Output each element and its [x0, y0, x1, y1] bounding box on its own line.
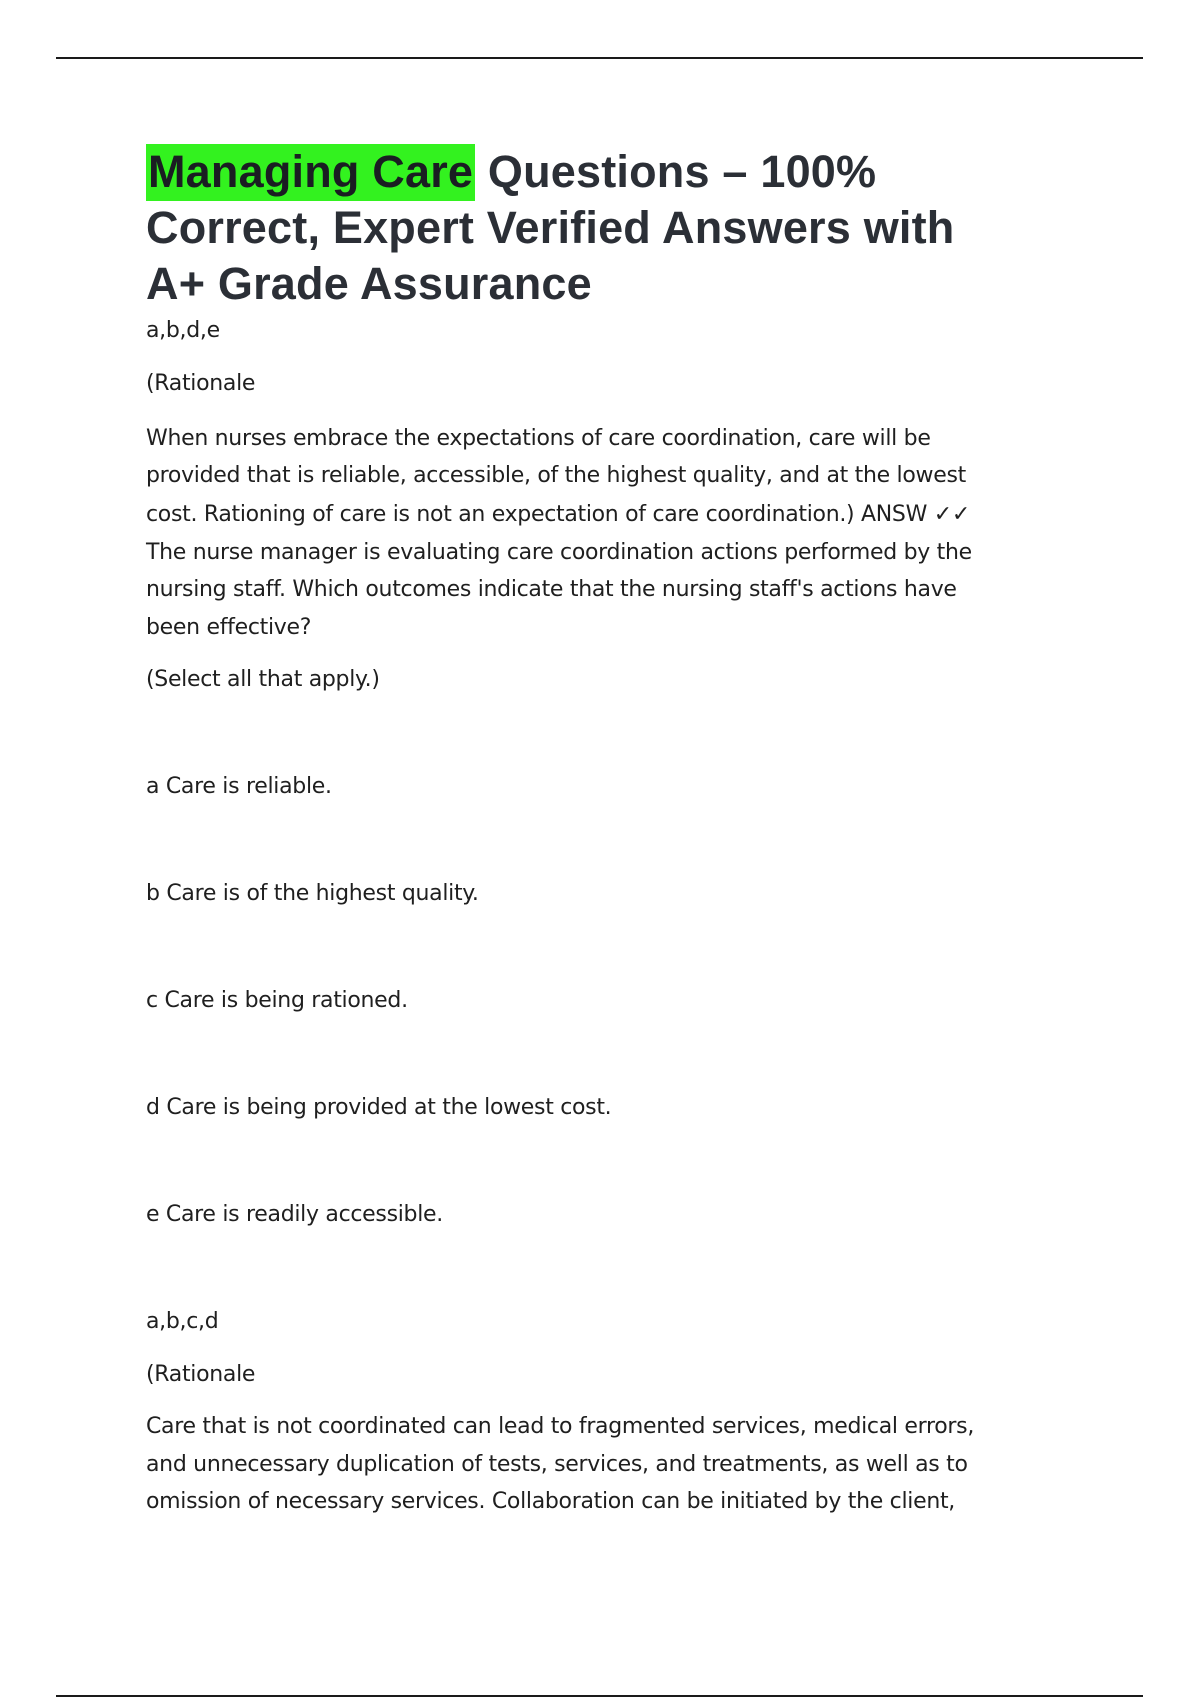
title-line2: Correct, Expert Verified Answers with [146, 202, 955, 253]
top-rule [56, 57, 1143, 59]
select-all-note: (Select all that apply.) [146, 667, 380, 692]
rationale-1-line-3 [146, 502, 972, 540]
option-b: b Care is of the highest quality. [146, 881, 479, 906]
rationale-2-line-2: and unnecessary duplication of tests, services, and treatments, as well as to [146, 1452, 968, 1477]
rationale-1-line-3-text: cost. Rationing of care is not an expectation of care coordination.) ANSW [146, 502, 934, 527]
rationale-2-line-3: omission of necessary services. Collaboration can be initiated by the client, [146, 1489, 955, 1514]
page-title [146, 144, 1066, 312]
title-line3: A+ Grade Assurance [146, 258, 592, 309]
question-line-2: nursing staff. Which outcomes indicate that the nursing staff's actions have [146, 577, 957, 602]
rationale-1-line-2: provided that is reliable, accessible, of the highest quality, and at the lowest [146, 463, 966, 488]
rationale-label-2: (Rationale [146, 1362, 256, 1387]
answer-key-1: a,b,d,e [146, 318, 220, 343]
title-highlight: Managing Care [146, 144, 475, 201]
answer-key-2: a,b,c,d [146, 1309, 219, 1334]
rationale-label-1: (Rationale [146, 371, 256, 396]
question-line-3: been effective? [146, 615, 312, 640]
rationale-1-line-1: When nurses embrace the expectations of care coordination, care will be [146, 426, 931, 451]
rationale-2-line-1: Care that is not coordinated can lead to fragmented services, medical errors, [146, 1414, 975, 1439]
check-icon: ✓✓ [933, 502, 971, 527]
question-line-1: The nurse manager is evaluating care coordination actions performed by the [146, 540, 972, 565]
rationale-paragraph-2 [146, 1414, 974, 1527]
option-c: c Care is being rationed. [146, 988, 408, 1013]
rationale-paragraph-1 [146, 426, 972, 653]
option-a: a Care is reliable. [146, 774, 332, 799]
bottom-rule [56, 1695, 1143, 1697]
option-e: e Care is readily accessible. [146, 1202, 443, 1227]
option-d: d Care is being provided at the lowest cost. [146, 1095, 612, 1120]
title-line1-rest: Questions – 100% [475, 146, 877, 197]
